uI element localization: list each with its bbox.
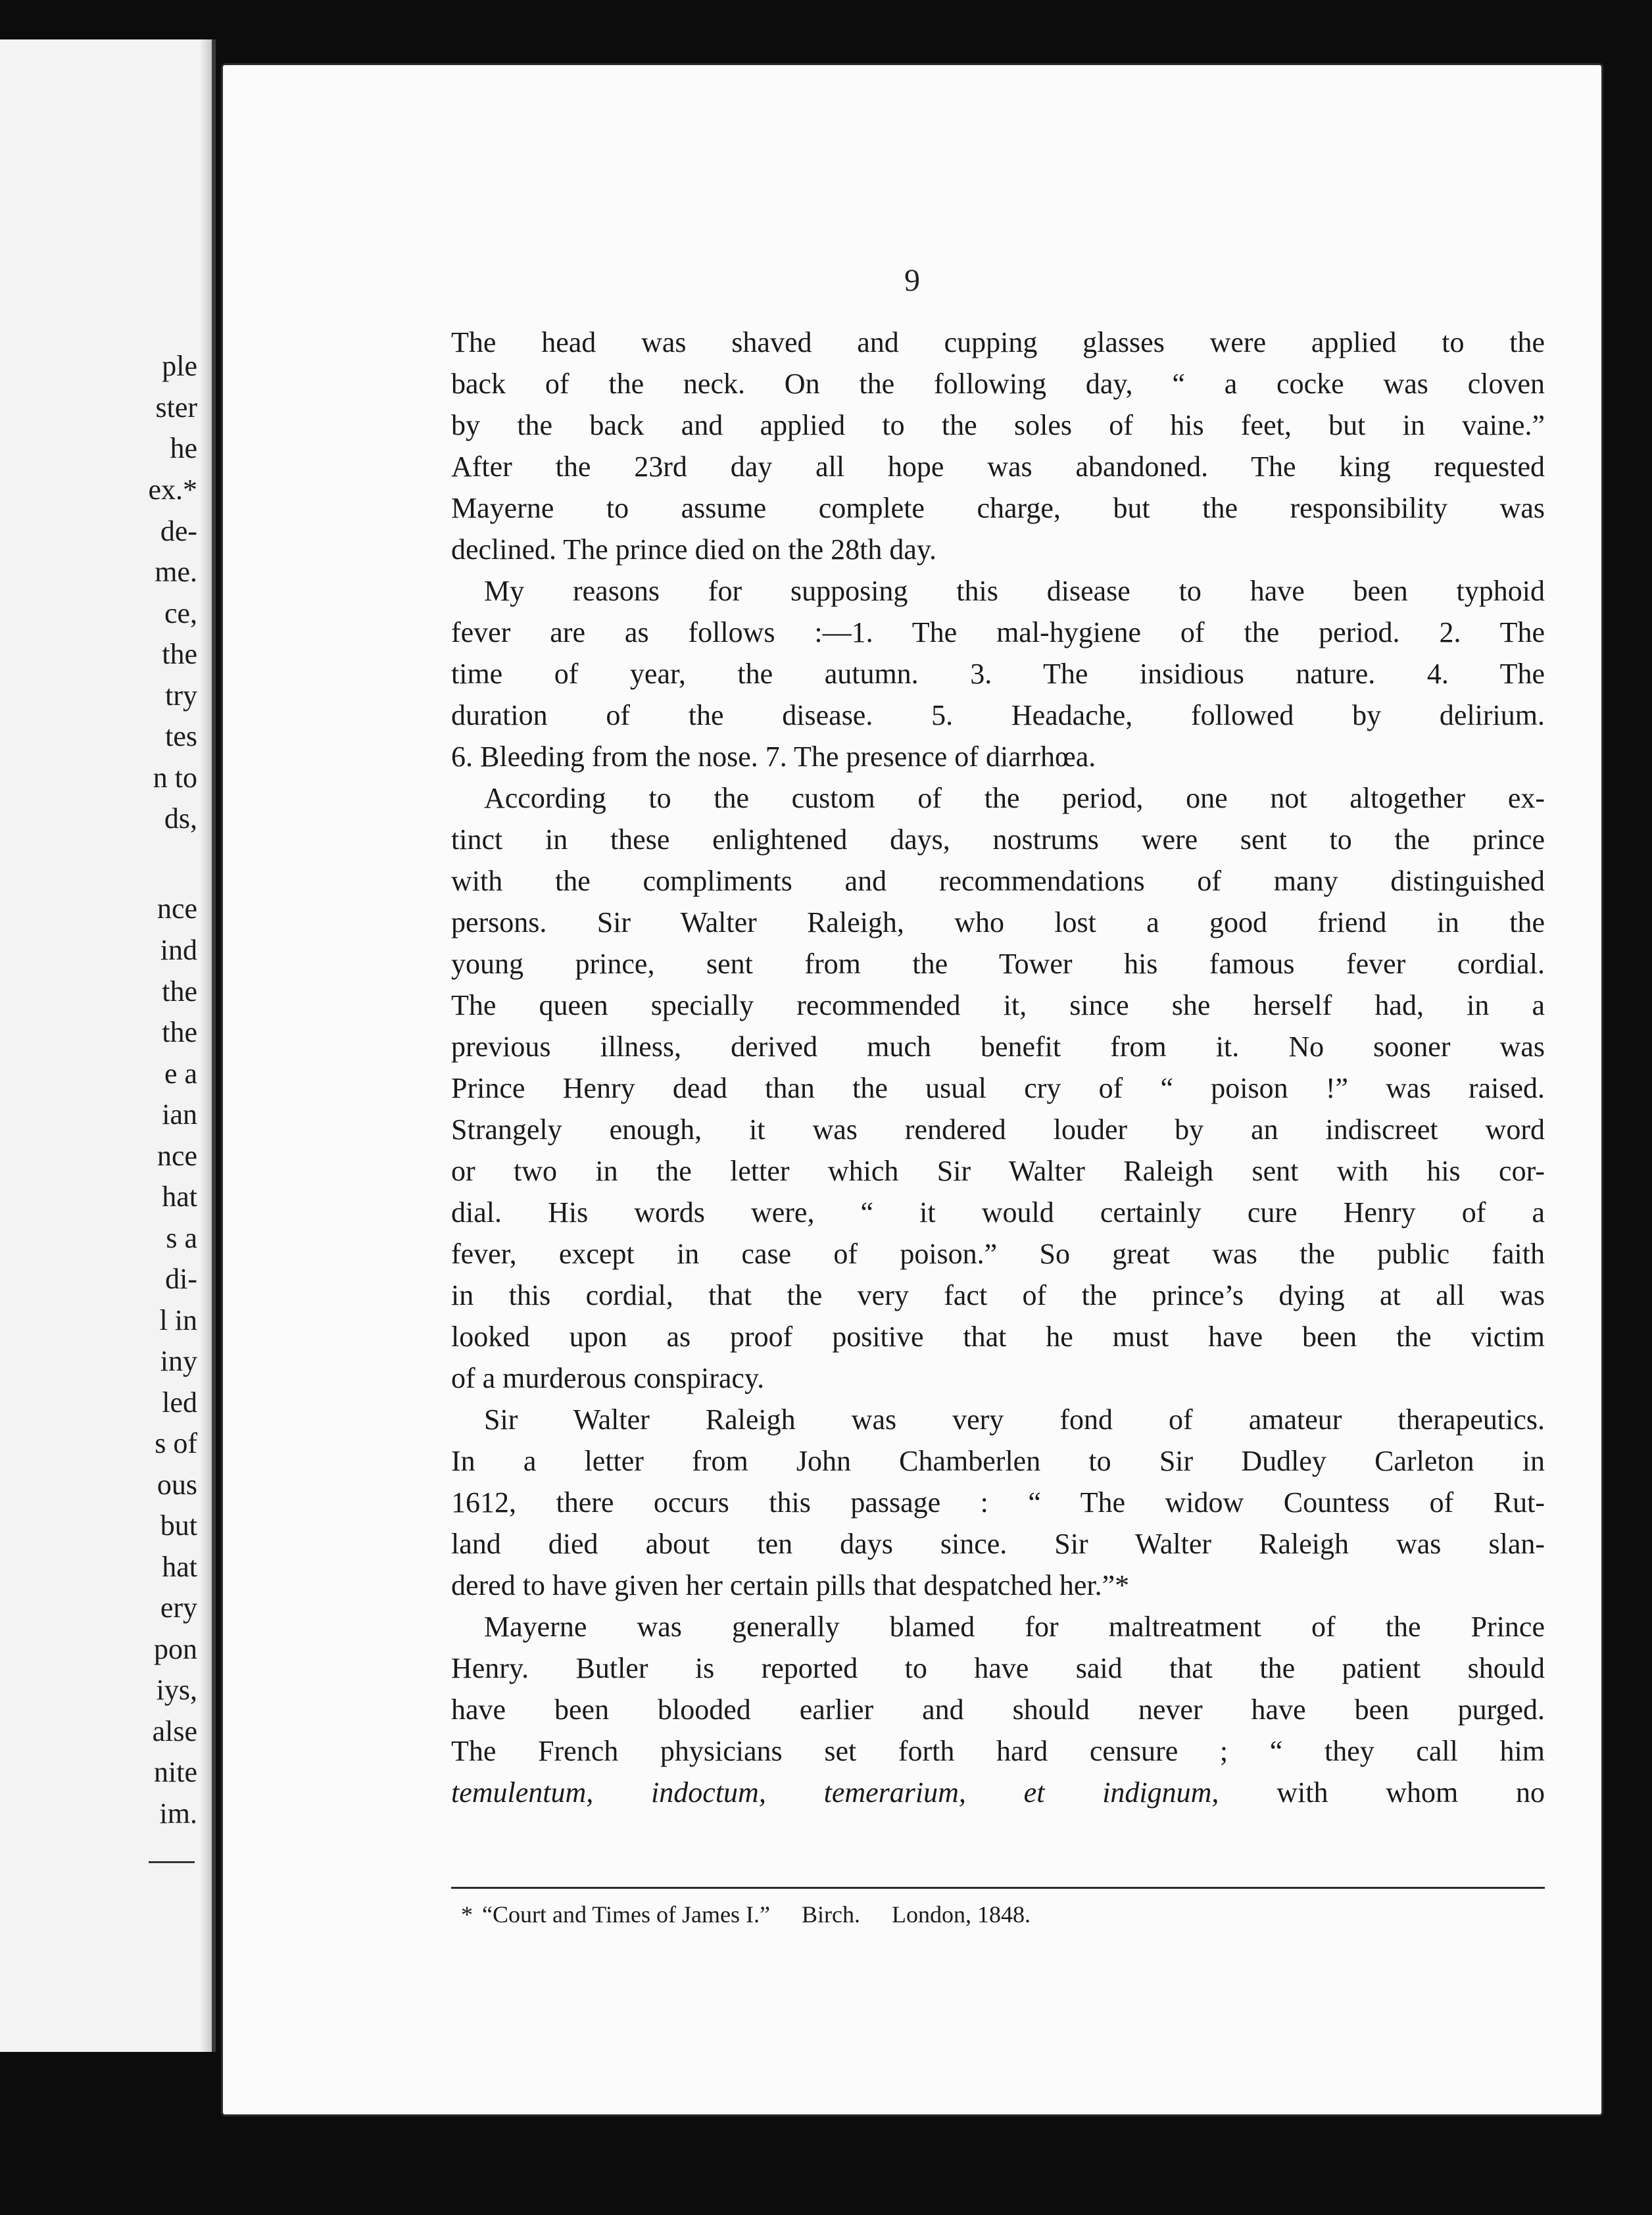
- footnote-place-date: London, 1848.: [891, 1901, 1031, 1928]
- page-body-text: [451, 322, 1545, 1813]
- previous-page-line-fragment: tes: [165, 720, 197, 752]
- previous-page-line-fragment: me.: [155, 556, 197, 588]
- previous-page-line-fragment: led: [162, 1386, 197, 1419]
- text-line: of a murderous conspiracy.: [451, 1362, 765, 1394]
- text-line: After the 23rd day all hope was abandoned. The king requested: [451, 450, 1545, 483]
- text-line: The French physicians set forth hard censure ; “ they call him: [451, 1735, 1545, 1767]
- text-line: fever are as follows :—1. The mal-hygiene of the period. 2. The: [451, 616, 1545, 648]
- text-line: 6. Bleeding from the nose. 7. The presence of diarrhœa.: [451, 741, 1096, 773]
- previous-page-line-fragment: the: [162, 975, 197, 1008]
- previous-page-edge: [0, 39, 216, 2052]
- footnote-author: Birch.: [801, 1901, 860, 1928]
- text-line: tinct in these enlightened days, nostrums were sent to the prince: [451, 823, 1545, 856]
- text-line: declined. The prince died on the 28th day.: [451, 533, 936, 566]
- previous-page-line-fragment: n to: [153, 762, 197, 794]
- text-line: in this cordial, that the very fact of the prince’s dying at all was: [451, 1279, 1545, 1311]
- footnote: [461, 1895, 1031, 1934]
- text-line: time of year, the autumn. 3. The insidious nature. 4. The: [451, 658, 1545, 690]
- previous-page-line-fragment: try: [165, 679, 197, 712]
- previous-page-line-fragment: l in: [159, 1304, 197, 1336]
- previous-page-line-fragment: alse: [152, 1715, 197, 1747]
- text-line: My reasons for supposing this disease to have been typhoid: [484, 575, 1545, 607]
- text-line: The queen specially recommended it, since she herself had, in a: [451, 989, 1545, 1021]
- previous-page-line-fragment: but: [160, 1509, 197, 1542]
- text-line: The head was shaved and cupping glasses were applied to the: [451, 326, 1545, 358]
- previous-page-line-fragment: ple: [162, 350, 197, 382]
- previous-page-line-fragment: ds,: [164, 802, 197, 835]
- text-line: or two in the letter which Sir Walter Raleigh sent with his cor-: [451, 1155, 1545, 1187]
- text-line: with the compliments and recommendations of many distinguished: [451, 865, 1545, 897]
- previous-page-footnote-rule: [149, 1861, 195, 1863]
- text-line: land died about ten days since. Sir Walter Raleigh was slan-: [451, 1528, 1545, 1560]
- text-line: Strangely enough, it was rendered louder by an indiscreet word: [451, 1113, 1545, 1146]
- previous-page-line-fragment: hat: [162, 1181, 197, 1213]
- previous-page-line-fragment: ous: [157, 1469, 197, 1501]
- text-line: by the back and applied to the soles of his feet, but in vaine.”: [451, 409, 1545, 441]
- previous-page-line-fragment: ex.*: [148, 474, 197, 506]
- previous-page-line-fragment: nce: [157, 1140, 197, 1172]
- previous-page-line-fragment: di-: [165, 1263, 197, 1295]
- previous-page-line-fragment: s of: [155, 1427, 197, 1459]
- previous-page-line-fragment: he: [170, 432, 197, 464]
- previous-page-line-fragment: iys,: [156, 1674, 197, 1706]
- page-number: 9: [904, 263, 920, 298]
- text-line: According to the custom of the period, one not altogether ex-: [484, 782, 1545, 814]
- text-line: back of the neck. On the following day, “ a cocke was cloven: [451, 368, 1545, 400]
- previous-page-line-fragment: the: [162, 638, 197, 670]
- text-line: Henry. Butler is reported to have said that the patient should: [451, 1652, 1545, 1684]
- text-line: dial. His words were, “ it would certainly cure Henry of a: [451, 1196, 1545, 1229]
- text-line: persons. Sir Walter Raleigh, who lost a good friend in the: [451, 906, 1545, 938]
- previous-page-line-fragment: im.: [159, 1797, 197, 1830]
- previous-page-line-fragment: ery: [160, 1592, 197, 1624]
- previous-page-line-fragment: pon: [154, 1633, 197, 1665]
- text-line: duration of the disease. 5. Headache, followed by delirium.: [451, 699, 1545, 731]
- book-page: [221, 63, 1603, 2116]
- previous-page-line-fragment: ind: [160, 934, 197, 966]
- previous-page-line-fragment: de-: [160, 515, 197, 547]
- text-line: Sir Walter Raleigh was very fond of amateur therapeutics.: [484, 1403, 1545, 1436]
- text-line: dered to have given her certain pills that despatched her.”*: [451, 1569, 1130, 1601]
- text-line: have been blooded earlier and should never have been purged.: [451, 1693, 1545, 1726]
- text-line: Prince Henry dead than the usual cry of “ poison !” was raised.: [451, 1072, 1545, 1104]
- previous-page-line-fragment: e a: [164, 1058, 197, 1090]
- text-line: In a letter from John Chamberlen to Sir Dudley Carleton in: [451, 1445, 1545, 1477]
- text-line: young prince, sent from the Tower his famous fever cordial.: [451, 948, 1545, 980]
- previous-page-line-fragment: nce: [157, 892, 197, 925]
- footnote-mark: *: [461, 1901, 473, 1928]
- text-line-tail: with whom no: [1219, 1776, 1545, 1809]
- previous-page-line-fragment: s a: [166, 1222, 197, 1254]
- latin-phrase: temulentum, indoctum, temerarium, et indignum,: [451, 1776, 1219, 1809]
- previous-page-line-fragment: ian: [162, 1098, 197, 1131]
- footnote-rule: [451, 1887, 1545, 1889]
- text-line: Mayerne to assume complete charge, but the responsibility was: [451, 492, 1545, 524]
- text-line: fever, except in case of poison.” So great was the public faith: [451, 1238, 1545, 1270]
- text-line: previous illness, derived much benefit from it. No sooner was: [451, 1031, 1545, 1063]
- previous-page-line-fragment: iny: [160, 1345, 197, 1377]
- previous-page-line-fragment: nite: [154, 1756, 197, 1788]
- previous-page-line-fragment: ster: [155, 391, 197, 424]
- text-line: Mayerne was generally blamed for maltreatment of the Prince: [484, 1611, 1545, 1643]
- previous-page-line-fragment: ce,: [164, 597, 197, 629]
- previous-page-line-fragment: the: [162, 1016, 197, 1048]
- text-line: 1612, there occurs this passage : “ The widow Countess of Rut-: [451, 1486, 1545, 1519]
- gutter-shadow: [200, 39, 212, 2052]
- previous-page-line-fragment: hat: [162, 1551, 197, 1583]
- footnote-title: “Court and Times of James I.”: [482, 1901, 770, 1928]
- text-line: [451, 1772, 1545, 1813]
- text-line: looked upon as proof positive that he must have been the victim: [451, 1321, 1545, 1353]
